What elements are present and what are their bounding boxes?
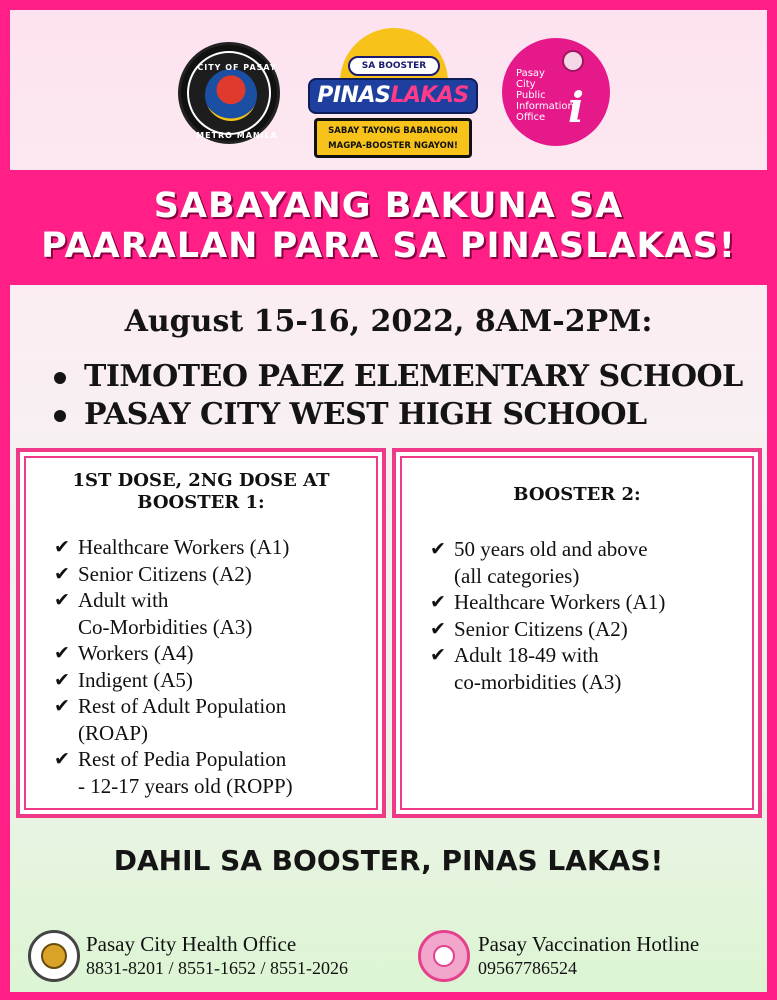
seal-ring [187, 51, 278, 140]
seal-emblem-icon [205, 69, 257, 121]
list-item [430, 616, 665, 643]
check-icon: ✔ [54, 668, 70, 691]
list-item-text: Indigent (A5) [78, 667, 193, 692]
list-item-text: Rest of Adult Population (ROAP) [78, 694, 287, 745]
list-item-text: Workers (A4) [78, 641, 194, 665]
school-name: PASAY CITY WEST HIGH SCHOOL [84, 397, 647, 432]
list-item [430, 589, 665, 616]
dose-box-inner [24, 456, 378, 810]
health-office-seal-icon [28, 930, 80, 982]
list-item-text: Senior Citizens (A2) [454, 616, 628, 641]
title-band [0, 170, 777, 285]
event-date: August 15-16, 2022, 8AM-2PM: [124, 304, 653, 339]
list-item [54, 587, 293, 640]
school-list [54, 358, 754, 434]
check-icon: ✔ [54, 589, 70, 611]
check-icon: ✔ [430, 617, 446, 640]
pio-line-5: Office [516, 112, 546, 123]
check-icon: ✔ [54, 562, 70, 585]
check-icon: ✔ [430, 538, 446, 560]
booster-main-a: PINAS [317, 83, 391, 108]
health-office-name: Pasay City Health Office [86, 932, 297, 956]
booster-top-text: SA BOOSTER [348, 56, 440, 76]
city-seal-logo [178, 42, 280, 144]
list-item [54, 693, 293, 746]
list-item-text: Healthcare Workers (A1) [454, 590, 666, 614]
seal-bottom-text: METRO MANILA [196, 131, 278, 140]
list-item-text: Adult 18-49 with co-morbidities (A3) [454, 643, 622, 694]
dose-box-title-line-2: BOOSTER 1: [137, 492, 265, 513]
pio-line-3: Public [516, 90, 546, 101]
list-item [54, 561, 293, 588]
booster2-eligibility-list [430, 536, 665, 695]
page-title [0, 186, 777, 266]
list-item-text: Healthcare Workers (A1) [78, 535, 290, 559]
list-item-text: Rest of Pedia Population - 12-17 years old (ROPP) [78, 747, 293, 798]
dose-box [16, 448, 386, 818]
hotline-contact [478, 932, 699, 980]
school-item [54, 358, 754, 396]
bullet-icon [54, 372, 66, 384]
list-item [430, 536, 665, 589]
list-item [54, 746, 293, 799]
bullet-icon [54, 410, 66, 422]
list-item-text: Senior Citizens (A2) [78, 561, 252, 586]
check-icon: ✔ [54, 748, 70, 770]
booster2-box-inner [400, 456, 754, 810]
school-name: TIMOTEO PAEZ ELEMENTARY SCHOOL [84, 359, 743, 394]
info-icon: i [568, 83, 584, 132]
list-item [54, 534, 293, 561]
health-office-contact [86, 932, 348, 980]
booster-sub-text [314, 118, 472, 158]
pio-logo [502, 38, 610, 146]
hotline-seal-icon [418, 930, 470, 982]
header-logos [10, 10, 767, 170]
school-item [54, 396, 754, 434]
dose-box-title [26, 470, 376, 514]
title-line-2: PAARALAN PARA SA PINASLAKAS! [41, 226, 736, 266]
hotline-number: 09567786524 [478, 958, 577, 978]
hotline-emblem [433, 945, 455, 967]
pio-line-1: Pasay [516, 68, 545, 79]
booster-sub-line-1: SABAY TAYONG BABANGON [328, 126, 458, 136]
list-item-text: Adult with Co-Morbidities (A3) [78, 588, 253, 639]
dose-eligibility-list [54, 534, 293, 799]
list-item [54, 640, 293, 667]
list-item [430, 642, 665, 695]
title-line-1: SABAYANG BAKUNA SA [153, 186, 624, 226]
seal-top-text: CITY OF PASAY [197, 63, 277, 72]
check-icon: ✔ [54, 642, 70, 664]
health-office-emblem [41, 943, 67, 969]
booster2-box-title: BOOSTER 2: [513, 484, 641, 505]
pio-line-4: Information [516, 101, 574, 112]
booster2-box [392, 448, 762, 818]
hotline-name: Pasay Vaccination Hotline [478, 932, 700, 956]
list-item-text: 50 years old and above (all categories) [454, 537, 648, 588]
poster-body [10, 10, 767, 992]
dose-box-title-line-1: 1ST DOSE, 2NG DOSE AT [72, 470, 330, 491]
check-icon: ✔ [54, 695, 70, 717]
pinaslakas-logo [308, 28, 478, 160]
health-office-numbers: 8831-8201 / 8551-1652 / 8551-2026 [86, 958, 348, 978]
check-icon: ✔ [54, 536, 70, 558]
slogan: DAHIL SA BOOSTER, PINAS LAKAS! [113, 844, 664, 877]
booster-main-text [308, 78, 478, 114]
check-icon: ✔ [430, 591, 446, 613]
booster-sub-line-2: MAGPA-BOOSTER NGAYON! [328, 141, 458, 151]
list-item [54, 667, 293, 694]
footer [10, 920, 767, 990]
pio-line-2: City [516, 79, 536, 90]
check-icon: ✔ [430, 644, 446, 666]
booster-main-b: LAKAS [390, 83, 469, 108]
